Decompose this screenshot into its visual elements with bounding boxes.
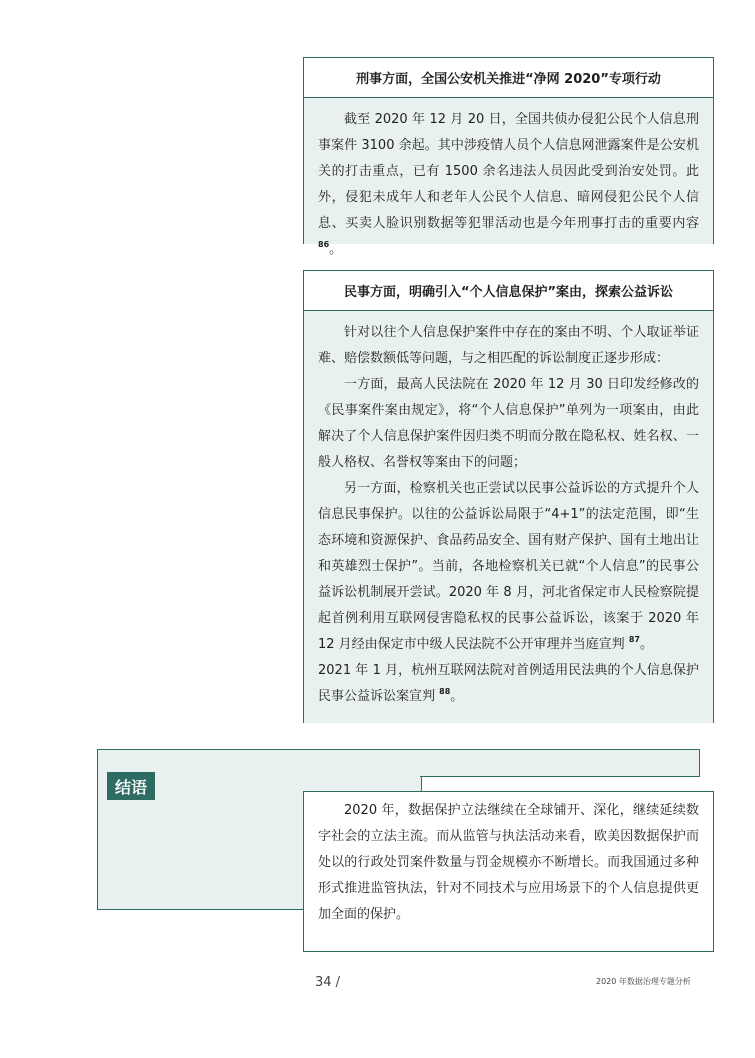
conclusion-heading: 结语: [107, 772, 155, 800]
civil-paragraph-2: 一方面，最高人民法院在 2020 年 12 月 30 日印发经修改的《民事案件案由规定》，将“个人信息保护”单列为一项案由，由此解决了个人信息保护案件因归类不明而分散在隐私权、姓名权、一般人格权、名誉权等案由下的问题；: [318, 377, 699, 470]
civil-paragraph-4: 2021 年 1 月，杭州互联网法院对首例适用民法典的个人信息保护民事公益诉讼案宣判 $^{88}$。: [318, 663, 699, 704]
conclusion-paragraph: 2020 年，数据保护立法继续在全球铺开、深化，继续延续数字社会的立法主流。而从监管与执法活动来看，欧美因数据保护而处以的行政处罚案件数量与罚金规模亦不断增长。而我国通过多种形式推进监管执法，针对不同技术与应用场景下的个人信息提供更加全面的保护。: [318, 803, 699, 922]
page-number: 34 /: [315, 975, 341, 990]
criminal-section-title: 刑事方面，全国公安机关推进“净网 2020”专项行动: [304, 58, 713, 98]
civil-paragraph-1: 针对以往个人信息保护案件中存在的案由不明、个人取证举证难、赔偿数额低等问题，与之相匹配的诉讼制度正逐步形成：: [318, 325, 699, 366]
civil-section-title: 民事方面，明确引入“个人信息保护”案由，探索公益诉讼: [304, 271, 713, 311]
footnote-ref: 86: [318, 239, 330, 249]
civil-paragraph-3: 另一方面，检察机关也正尝试以民事公益诉讼的方式提升个人信息民事保护。以往的公益诉讼局限于“4+1”的法定范围，即“生态环境和资源保护、食品药品安全、国有财产保护、国有土地出让和英雄烈士保护”。当前，各地检察机关已就“个人信息”的民事公益诉讼机制展开尝试。2020 年 8 月，河北省保定市人民检察院提起首例利用互联网侵害隐私权的民事公益诉讼，该案于 2020 年 12 月经由保定市中级人民法院不公开审理并当庭宣判 $^{87}$。: [318, 481, 699, 652]
criminal-section-body: [304, 98, 713, 257]
conclusion-panel-tab: [420, 749, 700, 777]
footer-title: 2020 年数据治理专题分析: [596, 977, 691, 986]
criminal-paragraph: 截至 2020 年 12 月 20 日，全国共侦办侵犯公民个人信息刑事案件 3100 余起。其中涉疫情人员个人信息网泄露案件是公安机关的打击重点，已有 1500 余名违法人员因此受到治安处罚。此外，侵犯未成年人和老年人公民个人信息、暗网侵犯公民个人信息、买卖人脸识别数据等犯罪活动也是今年刑事打击的重要内容 $^{86}$。: [318, 112, 699, 257]
criminal-section-box: [303, 57, 714, 257]
conclusion-box: [303, 791, 714, 952]
footnote-ref: 88: [439, 686, 451, 696]
civil-section-box: [303, 270, 714, 723]
civil-section-body: [304, 311, 713, 723]
footnote-ref: 87: [628, 634, 640, 644]
divider: [420, 776, 700, 777]
